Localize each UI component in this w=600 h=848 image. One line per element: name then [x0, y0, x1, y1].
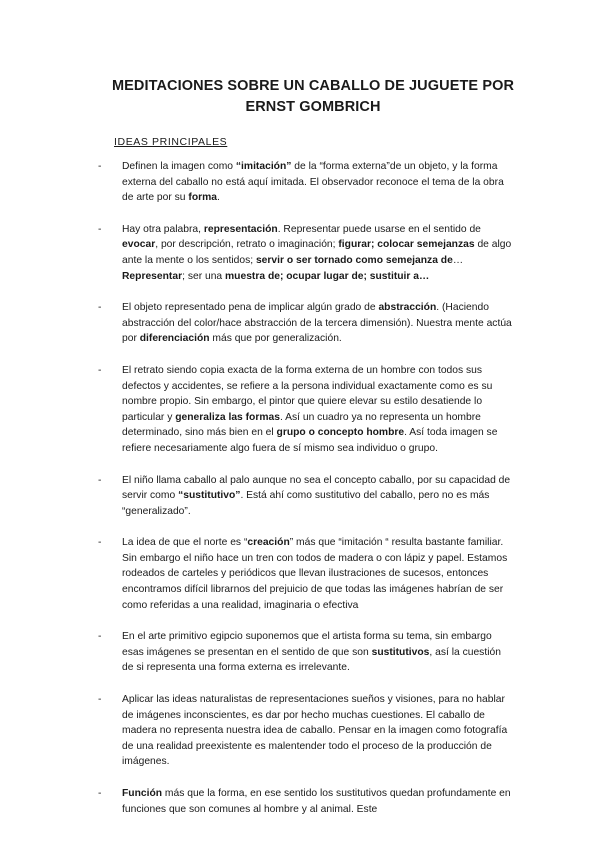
- emphasis-text: generaliza las formas: [175, 411, 280, 423]
- bullet-dash: -: [98, 631, 102, 643]
- list-item: [98, 473, 512, 520]
- body-text: …: [452, 254, 464, 266]
- emphasis-text: servir o ser tornado como semejanza de: [255, 254, 453, 266]
- emphasis-text: grupo o concepto hombre: [276, 427, 405, 439]
- body-text: . Así toda imagen se refiere necesariamente algo fuera de sí mismo sea individuo o grupo.: [122, 427, 498, 454]
- body-text: . Está ahí como sustitutivo del caballo, pero no es más “generalizado”.: [122, 490, 490, 517]
- emphasis-text: sustitutivos: [371, 646, 430, 658]
- bullet-dash: -: [98, 364, 102, 376]
- bullet-dash: -: [98, 537, 102, 549]
- item-paragraph: [122, 629, 512, 676]
- emphasis-text: Función: [122, 788, 163, 799]
- item-paragraph: [122, 692, 512, 770]
- emphasis-text: diferenciación: [139, 333, 210, 345]
- item-paragraph: [122, 786, 512, 817]
- emphasis-text: muestra de; ocupar lugar de; sustituir a…: [225, 270, 430, 282]
- emphasis-text: figurar; colocar semejanzas: [338, 239, 475, 251]
- document-title: [84, 76, 542, 118]
- list-item: [98, 363, 512, 457]
- body-text: En el arte primitivo egipcio suponemos que el artista forma su tema, sin embargo esas imágenes se presentan en el sentido de que son: [122, 631, 492, 658]
- body-text: . (Haciendo abstracción del color/hace abstracción de la tercera dimensión). Nuestra mente actúa por: [122, 302, 512, 345]
- body-text: , por descripción, retrato o imaginación;: [155, 239, 339, 251]
- body-text: Hay otra palabra,: [122, 223, 204, 235]
- list-item: [98, 692, 512, 770]
- title-line-1: MEDITACIONES SOBRE UN CABALLO DE JUGUETE POR: [111, 78, 515, 94]
- item-paragraph: [122, 363, 512, 457]
- item-paragraph: [122, 473, 512, 520]
- emphasis-text: abstracción: [378, 302, 437, 314]
- body-text: de la “forma externa”de un objeto, y la forma externa del caballo no está aquí imitada. El observador reconoce el tema de la obra de arte por su: [122, 161, 504, 204]
- body-text: La idea de que el norte es “: [122, 537, 248, 549]
- emphasis-text: evocar: [122, 239, 156, 251]
- item-paragraph: [122, 159, 512, 206]
- bullet-dash: -: [98, 788, 102, 799]
- list-item: [98, 535, 512, 613]
- emphasis-text: forma: [188, 192, 218, 204]
- list-item: [98, 629, 512, 676]
- list-item: [98, 222, 512, 284]
- item-paragraph: [122, 300, 512, 347]
- bullet-dash: -: [98, 223, 102, 235]
- body-text: Aplicar las ideas naturalistas de representaciones sueños y visiones, para no hablar de imágenes inconscientes, es dar por hecho muchas cuestiones. El caballo de madera no representa nuestra idea de caballo. Pensar en la imagen como fotografía de una realidad preexistente es malentender todo el proceso de la producción de imágenes.: [122, 694, 508, 768]
- body-text: de algo ante la mente o los sentidos;: [122, 239, 512, 266]
- section-heading: IDEAS PRINCIPALES: [114, 136, 228, 148]
- body-text: El niño llama caballo al palo aunque no sea el concepto caballo, por su capacidad de servir como: [122, 474, 511, 502]
- list-item: [98, 786, 512, 817]
- body-text: más que la forma, en ese sentido los sustitutivos quedan profundamente en funciones que son comunes al hombre y al animal. Este: [122, 788, 511, 815]
- emphasis-text: creación: [247, 537, 290, 549]
- body-text: ” más que “imitación “ resulta bastante familiar. Sin embargo el niño hace un tren con todos de madera o con lápiz y papel. Estamos rodeados de carteles y periódicos que llevan ilustraciones de sucesos, entonces encontramos difícil librarnos del prejuicio de que todas las imágenes habrían de ser como referidas a una realidad, imaginaria o efectiva: [122, 537, 508, 611]
- body-text: . Representar puede usarse en el sentido de: [277, 223, 481, 235]
- item-paragraph: [122, 222, 512, 284]
- body-text: . Así un cuadro ya no representa un hombre determinado, sino más bien en el: [122, 411, 481, 439]
- body-text: Definen la imagen como: [122, 161, 236, 172]
- body-text: ; ser una: [182, 270, 226, 282]
- body-text: .: [217, 192, 220, 204]
- body-text: El retrato siendo copia exacta de la forma externa de un hombre con todos sus defectos y accidentes, se refiere a la persona individual exactamente como es su nombre propio. Sin embargo, el pintor que quiere elevar su estilo desatiende lo particular y: [122, 364, 493, 423]
- emphasis-text: Representar: [122, 270, 183, 282]
- emphasis-text: “imitación”: [235, 161, 292, 172]
- body-text: El objeto representado pena de implicar algún grado de: [122, 302, 379, 314]
- bullet-dash: -: [98, 694, 102, 706]
- emphasis-text: “sustitutivo”: [178, 490, 241, 502]
- emphasis-text: representación: [203, 223, 278, 235]
- body-text: más que por generalización.: [209, 333, 342, 345]
- bullet-dash: -: [98, 302, 102, 314]
- list-item: [98, 159, 512, 206]
- list-item: [98, 300, 512, 347]
- title-line-2: ERNST GOMBRICH: [245, 99, 381, 115]
- bullet-dash: -: [98, 161, 102, 172]
- body-text: , así la cuestión de si representa una forma externa es irrelevante.: [122, 646, 501, 674]
- bullet-dash: -: [98, 474, 102, 486]
- item-paragraph: [122, 535, 512, 613]
- ideas-list: [98, 159, 512, 817]
